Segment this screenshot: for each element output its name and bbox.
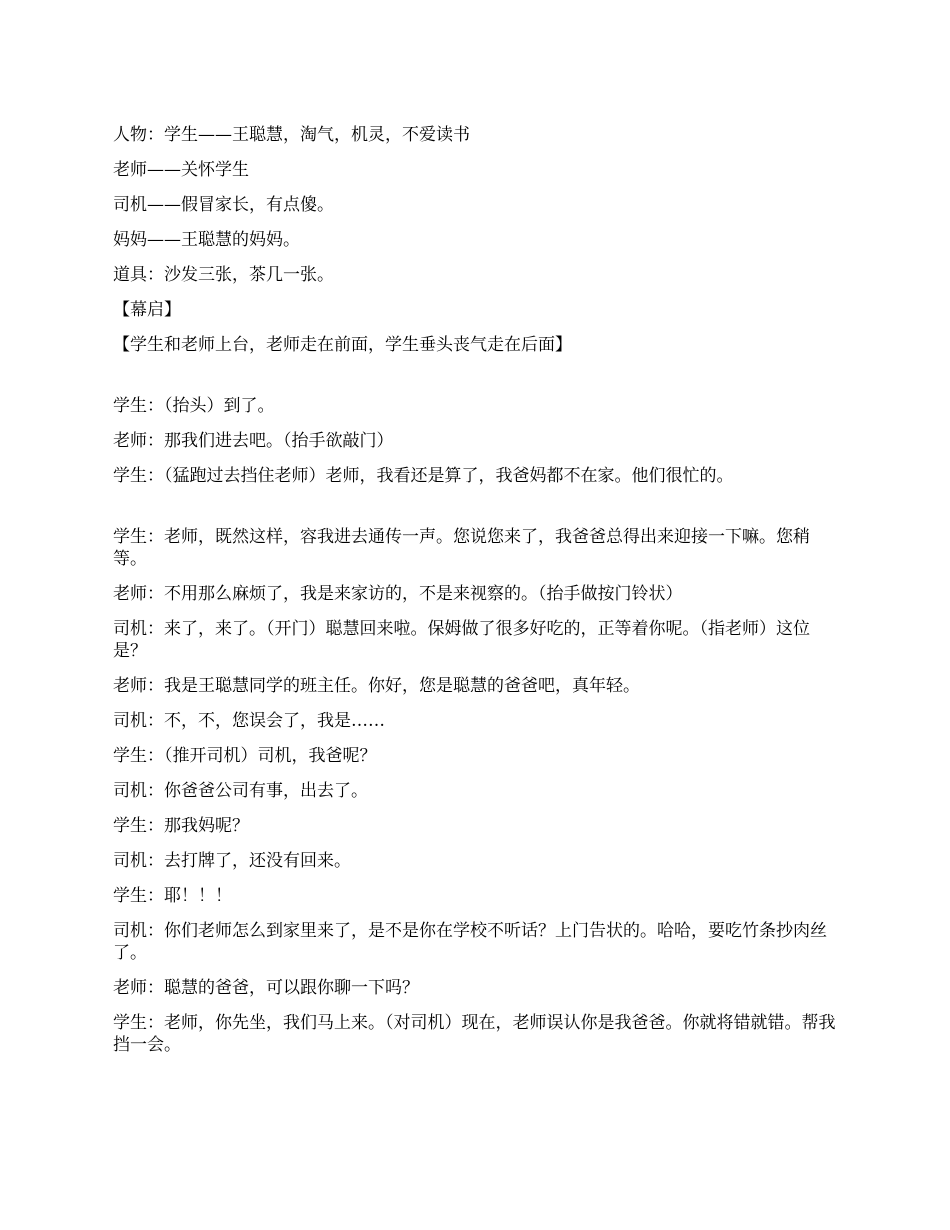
dialogue-line: 老师：我是王聪慧同学的班主任。你好，您是聪慧的爸爸吧，真年轻。 [113,676,640,696]
script-body [113,124,843,1069]
dialogue-line: 学生：老师，既然这样，容我进去通传一声。您说您来了，我爸爸总得出来迎接一下嘛。您稍等。 [113,527,810,569]
props-line: 道具：沙发三张，茶几一张。 [113,265,334,285]
dialogue-line: 学生：耶！！！ [113,886,232,906]
dialogue-line: 司机：你们老师怎么到家里来了，是不是你在学校不听话？上门告状的。哈哈，要吃竹条抄肉丝了。 [113,921,827,963]
character-line: 妈妈——王聪慧的妈妈。 [113,230,300,250]
stage-direction: 【学生和老师上台，老师走在前面，学生垂头丧气走在后面】 [113,335,572,355]
dialogue-line: 司机：你爸爸公司有事，出去了。 [113,781,368,801]
character-line: 司机——假冒家长，有点傻。 [113,195,334,215]
dialogue-line: 学生：老师，你先坐，我们马上来。（对司机）现在，老师误认你是我爸爸。你就将错就错。帮我挡一会。 [113,1013,836,1055]
dialogue-line: 学生：那我妈呢？ [113,816,249,836]
dialogue-line: 学生：（推开司机）司机，我爸呢？ [113,746,377,766]
dialogue-line: 学生：（猛跑过去挡住老师）老师，我看还是算了，我爸妈都不在家。他们很忙的。 [113,466,734,486]
character-line: 老师——关怀学生 [113,160,249,180]
dialogue-line: 司机：不，不，您误会了，我是…… [113,711,385,731]
dialogue-line: 司机：来了，来了。（开门）聪慧回来啦。保姆做了很多好吃的，正等着你呢。（指老师）这位是？ [113,619,810,661]
character-line: 人物：学生——王聪慧，淘气，机灵，不爱读书 [113,125,470,145]
dialogue-line: 老师：不用那么麻烦了，我是来家访的，不是来视察的。（抬手做按门铃状） [113,584,683,604]
spacer [113,369,843,395]
dialogue-line: 老师：聪慧的爸爸，可以跟你聊一下吗？ [113,978,419,998]
spacer [113,500,843,526]
dialogue-line: 老师：那我们进去吧。（抬手欲敲门） [113,431,394,451]
dialogue-line: 司机：去打牌了，还没有回来。 [113,851,351,871]
curtain-open: 【幕启】 [113,300,181,320]
dialogue-line: 学生：（抬头）到了。 [113,396,275,416]
